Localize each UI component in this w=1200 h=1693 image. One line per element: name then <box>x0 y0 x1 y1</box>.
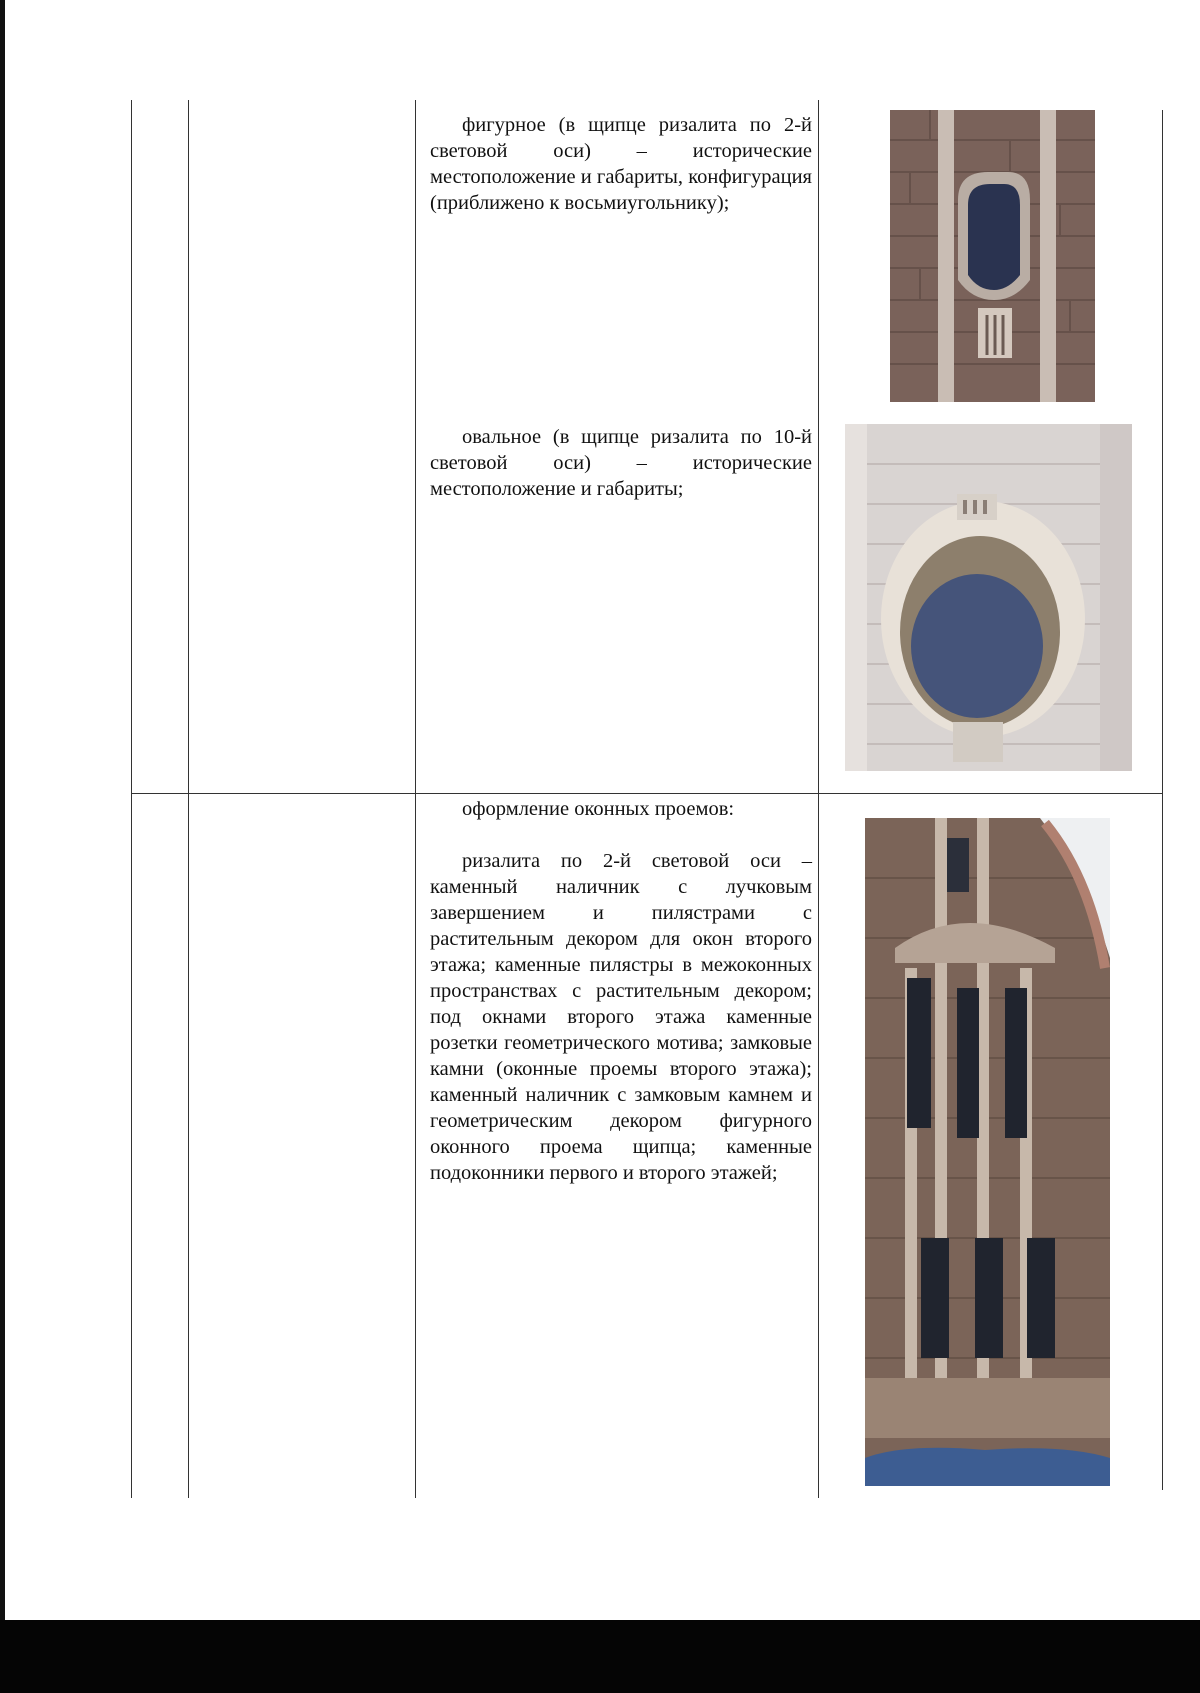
facade-risalit-photo-icon <box>865 818 1110 1486</box>
scan-bottom-band <box>0 1620 1200 1693</box>
col-line-5 <box>1162 110 1163 1490</box>
col-line-2 <box>188 100 189 1498</box>
oval-window-photo-icon <box>845 424 1132 771</box>
oval-window-paragraph: овальное (в щипце ризалита по 10-й световой оси) – исторические местоположение и габариты; <box>430 426 812 500</box>
col-line-4 <box>818 100 819 1498</box>
window-decoration-heading: оформление оконных проемов: <box>462 798 735 820</box>
window-decoration-text <box>430 796 812 1186</box>
window-decoration-paragraph: ризалита по 2-й световой оси – каменный наличник с лучковым завершением и пилястрами с растительным декором для окон второго этажа; каменные пилястры в межоконных пространствах с растительным декором; под окнами второго этажа каменные розетки геометрического мотива; замковые камни (оконные проемы второго этажа); каменный наличник с замковым камнем и геометрическим декором фигурного оконного проема щипца; каменные подоконники первого и второго этажей; <box>430 850 812 1184</box>
row-divider <box>131 793 1162 794</box>
page-left-edge <box>0 0 5 1693</box>
figured-window-paragraph: фигурное (в щипце ризалита по 2-й световой оси) – исторические местоположение и габариты, конфигурация (приближено к восьмиугольнику); <box>430 114 812 214</box>
col-line-1 <box>131 100 132 1498</box>
gable-window-photo-icon <box>890 110 1095 402</box>
col-line-3 <box>415 100 416 1498</box>
gable-window-photo <box>890 110 1095 402</box>
oval-window-photo <box>845 424 1132 771</box>
oval-window-text <box>430 424 812 502</box>
figured-window-text <box>430 112 812 216</box>
facade-risalit-photo <box>865 818 1110 1486</box>
